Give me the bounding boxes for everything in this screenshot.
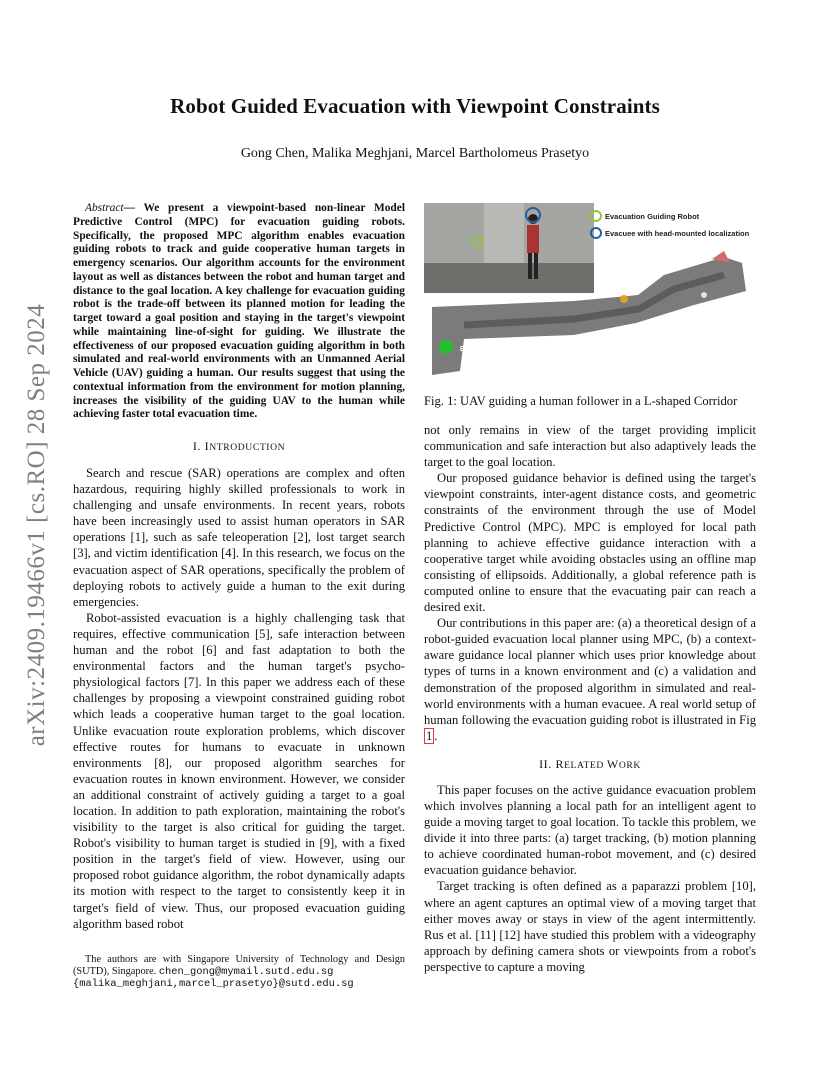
related-paragraph-2: Target tracking is often defined as a paparazzi problem [10], where an agent captures an optimal view of a moving target that either moves away or stays in view of the agent intermittently. Rus et al. [11] [12] have studied this problem with a videography approach by defining camera shots or viewpoints from a robot's perspective to capture a moving	[424, 879, 756, 974]
legend-robot-label: Evacuation Guiding Robot	[605, 212, 700, 221]
abstract-text: — We present a viewpoint-based non-linear Model Predictive Control (MPC) for evacuation guiding robots. Specifically, the proposed MPC algorithm enables evacuation guiding robots to track and guide cooperative human targets in emergency scenarios. Our algorithm accounts for the environment layout as well as distances between the robot and human target and distance to the goal location. A key challenge for evacuation guiding robot is the trade-off between its planned motion for leading the target toward a goal position and staying in the target's viewpoint while maintaining line-of-sight for guiding. We illustrate the effectiveness of our proposed evacuation guiding algorithm in both simulated and real-world environments with an Unmanned Aerial Vehicle (UAV) guiding a human. Our results suggest that using the contextual information from the environment for motion planning, increases the visibility of the guiding UAV to the human while achieving faster total evacuation time.	[73, 202, 405, 421]
photo-floor	[424, 263, 594, 293]
author-footnote	[73, 954, 405, 991]
right-column	[424, 195, 756, 975]
figure-1-image	[424, 195, 756, 382]
paper-authors: Gong Chen, Malika Meghjani, Marcel Bartholomeus Prasetyo	[240, 146, 590, 161]
section-heading-introduction: I. INTRODUCTION	[192, 439, 286, 453]
intro-paragraph-2: Robot-assisted evacuation is a highly challenging task that requires, effective communication [5], safe interaction between human and the robot [6] and fast adaptation to both the environmental factors and the human target's psycho-physiological factors [7]. In this paper we address each of these challenges by proposing a viewpoint constrained guiding robot which leads a cooperative human target to the goal location. Unlike evacuation route exploration problems, which discover effective routes for humans to evacuate in unknown environments [8], our proposed algorithm searches for evacuation routes in known environment. However, we consider an additional constraint of actively guiding a target to a goal location. In addition to path exploration, maintaining the robot's visibility to the target is also critical for guiding the target. Robot's visibility to human target is studied in [9], with a fixed position in the target's field of view. However, using our proposed robot guidance algorithm, the robot dynamically adapts its motion with respect to the target to consistently keep it in target's field of view. Thus, our proposed evacuation guiding algorithm based robot	[73, 610, 405, 931]
paper-title: Robot Guided Evacuation with Viewpoint Constraints	[170, 94, 660, 118]
photo-person-leg	[534, 253, 538, 279]
right-paragraph-2: Our proposed guidance behavior is defined using the target's viewpoint constraints, inter-agent distance costs, and geometric constraints of the environment through the use of Model Predictive Control (MPC). MPC is employed for local path planning to achieve effective guidance interaction with a cooperative target while avoiding obstacles using an offline map consisting of ellipsoids. Additionally, a global reference path is computed online to ensure that the evacuating pair can reach a desired exit.	[424, 471, 756, 615]
intro-paragraph-1: Search and rescue (SAR) operations are complex and often hazardous, requiring highly skilled professionals to work in challenging and unsafe environments. In recent years, robots have been increasingly used to assist human operators in SAR operations [1], such as safe teleoperation [2], lost target search [3], and victim identification [4]. In this research, we focus on the evacuation aspect of SAR operations, specifically the problem of deploying robots to actively guide a human to the exit during emergencies.	[73, 466, 405, 609]
map-obstacle	[620, 295, 628, 303]
footnote-email-2: {malika_meghjani,marcel_prasetyo}@sutd.edu.sg	[73, 978, 354, 991]
arxiv-stamp	[22, 290, 52, 760]
figure-1-caption: Fig. 1: UAV guiding a human follower in a L-shaped Corridor	[424, 394, 738, 408]
right-continuation-paragraph: not only remains in view of the target providing implicit communication and safe interaction but also adaptively leads the target to the goal location.	[424, 423, 756, 470]
map-start-label: START	[626, 326, 649, 333]
figure-1	[424, 195, 756, 382]
footnote-text: The authors are with Singapore University of Technology and Design (SUTD), Singapore.	[73, 953, 405, 977]
map-obstacle	[701, 292, 707, 298]
related-paragraph-1: This paper focuses on the active guidance evacuation problem which involves planning a local path for an intelligent agent to guide a moving target to goal location. To tackle this problem, we divide it into three parts: (a) target tracking, (b) motion planning to achieve coordinated human-robot movement, and (c) desired evacuation guidance behavior.	[424, 782, 756, 878]
right-paragraph-3: Our contributions in this paper are: (a) a theoretical design of a robot-guided evacuation local planner using MPC, (b) a context-aware guidance local planner which uses prior knowledge about types of turns in a known environment and (c) a validation and demonstration of the proposed algorithm in simulated and real-world environments with a human evacuee. A real world setup of human following the evacuation guiding robot is illustrated in Fig 1 .	[424, 616, 756, 743]
map-exit-label: EXIT	[460, 346, 476, 353]
left-column	[73, 202, 405, 990]
figure-reference-link[interactable]: 1	[426, 728, 433, 743]
map-exit-dot	[439, 340, 453, 354]
section-heading-related-work: II. RELATED WORK	[539, 756, 641, 771]
photo-person-body	[527, 225, 539, 253]
arxiv-id: arXiv:2409.19466v1 [cs.RO] 28 Sep 2024	[23, 303, 50, 747]
footnote-email-1: chen_gong@mymail.sutd.edu.sg	[158, 965, 334, 978]
legend-evacuee-label: Evacuee with head-mounted localization	[605, 229, 750, 238]
photo-person-leg	[528, 253, 532, 279]
abstract-label: Abstract	[85, 202, 124, 214]
photo-door	[484, 203, 524, 263]
abstract	[73, 202, 405, 422]
